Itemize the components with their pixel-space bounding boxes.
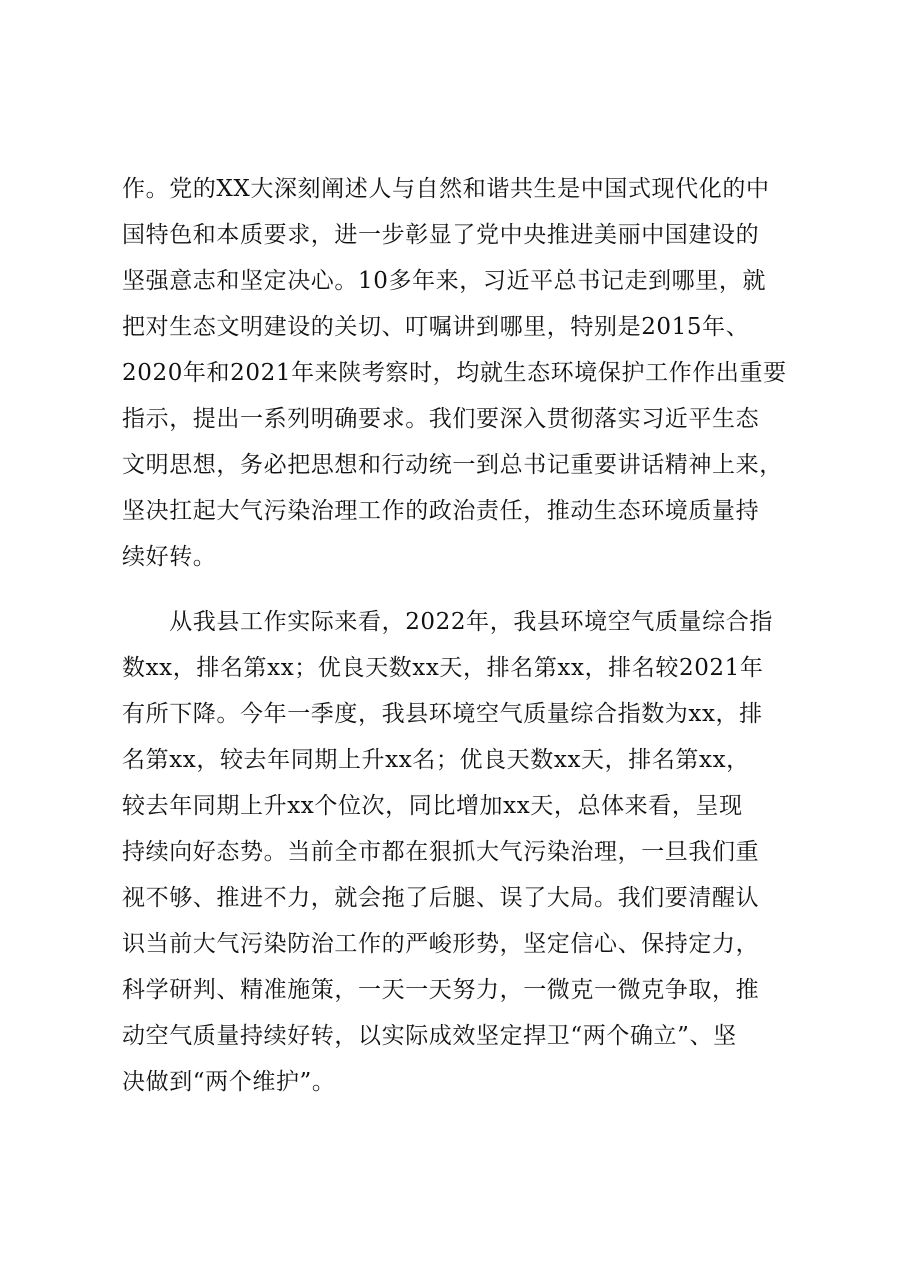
paragraph-line: 识当前大气污染防治工作的严峻形势，坚定信心、保持定力，: [122, 931, 760, 957]
paragraph-line: 续好转。: [122, 544, 217, 570]
paragraph-line: 名第xx，较去年同期上升xx名；优良天数xx天，排名第xx，: [122, 747, 750, 773]
paragraph-line: 文明思想，务必把思想和行动统一到总书记重要讲话精神上来，: [122, 452, 783, 478]
paragraph-line: 把对生态文明建设的关切、叮嘱讲到哪里，特别是2015年、: [122, 314, 750, 340]
paragraph-line: 有所下降。今年一季度，我县环境空气质量综合指数为xx，排: [122, 701, 763, 727]
paragraph-line: 决做到“两个维护”。: [122, 1069, 336, 1095]
paragraph-1: [122, 166, 802, 580]
paragraph-line: 科学研判、精准施策，一天一天努力，一微克一微克争取，推: [122, 977, 760, 1003]
paragraph-line: 2020年和2021年来陕考察时，均就生态环境保护工作作出重要: [122, 360, 787, 386]
paragraph-line: 动空气质量持续好转，以实际成效坚定捍卫“两个确立”、坚: [122, 1023, 737, 1049]
paragraph-line: 作。党的XX大深刻阐述人与自然和谐共生是中国式现代化的中: [122, 176, 770, 202]
paragraph-line: 视不够、推进不力，就会拖了后腿、误了大局。我们要清醒认: [122, 885, 760, 911]
paragraph-line: 坚强意志和坚定决心。10多年来，习近平总书记走到哪里，就: [122, 268, 767, 294]
paragraph-2: [122, 599, 802, 1105]
paragraph-line: 指示，提出一系列明确要求。我们要深入贯彻落实习近平生态: [122, 406, 760, 432]
paragraph-line: 持续向好态势。当前全市都在狠抓大气污染治理，一旦我们重: [122, 839, 760, 865]
paragraph-line: 从我县工作实际来看，2022年，我县环境空气质量综合指: [122, 609, 773, 635]
paragraph-line: 较去年同期上升xx个位次，同比增加xx天，总体来看，呈现: [122, 793, 743, 819]
paragraph-line: 坚决扛起大气污染治理工作的政治责任，推动生态环境质量持: [122, 498, 760, 524]
paragraph-line: 国特色和本质要求，进一步彰显了党中央推进美丽中国建设的: [122, 222, 760, 248]
paragraph-line: 数xx，排名第xx；优良天数xx天，排名第xx，排名较2021年: [122, 655, 764, 681]
